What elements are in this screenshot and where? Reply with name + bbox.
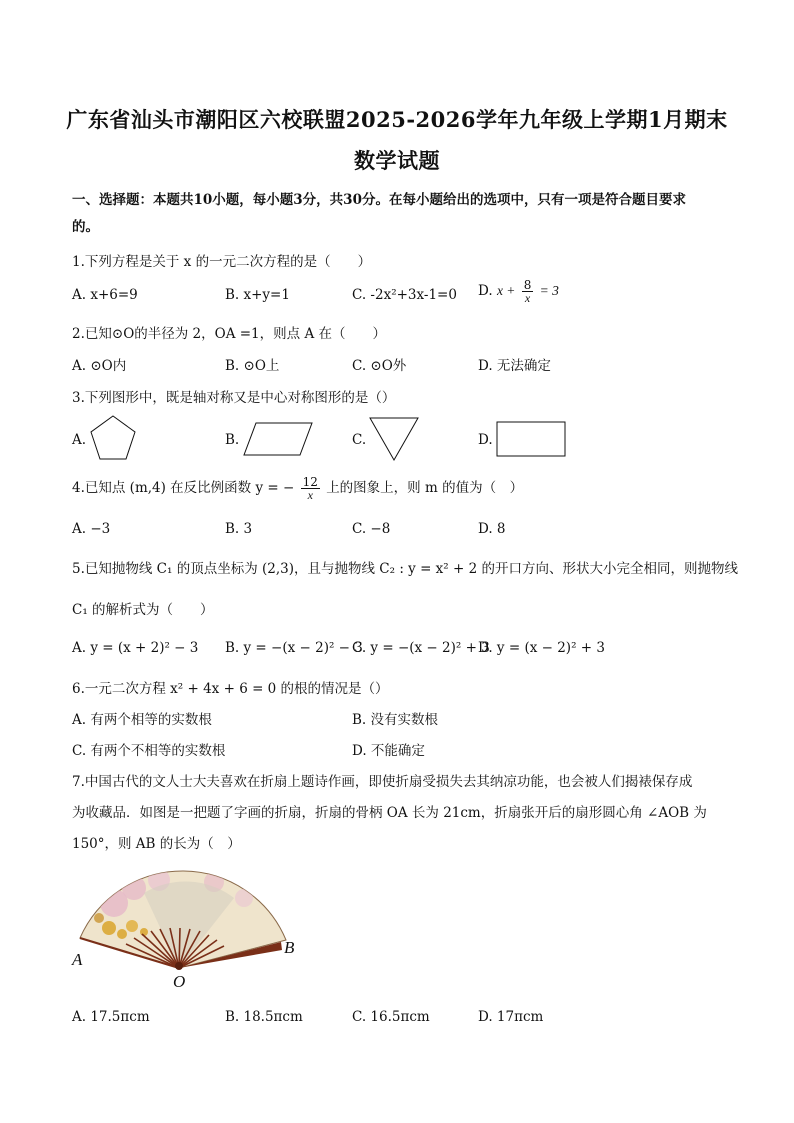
question-1-option-c: C. -2x²+3x-1=0 [352, 287, 457, 303]
question-1-option-b: B. x+y=1 [225, 287, 290, 303]
fraction-denominator: x [307, 488, 313, 502]
rectangle-figure [495, 420, 567, 458]
question-2-option-b: B. ⊙O上 [225, 358, 280, 374]
question-2-option-c: C. ⊙O外 [352, 358, 407, 374]
question-6-option-d: D. 不能确定 [352, 743, 425, 759]
question-5-option-b: B. y = −(x − 2)² − 3 [225, 640, 363, 656]
question-4-stem [72, 476, 523, 501]
question-2-option-d: D. 无法确定 [478, 358, 551, 374]
exam-title-line2: 数学试题 [354, 148, 440, 173]
question-6-option-a: A. 有两个相等的实数根 [72, 712, 212, 728]
question-1-option-a: A. x+6=9 [72, 287, 138, 303]
question-7-stem-line3: 150°，则 AB 的长为（ ） [72, 836, 241, 852]
question-5-option-d: D. y = (x − 2)² + 3 [478, 640, 605, 656]
fraction-denominator: x [524, 291, 531, 305]
question-4-stem-left: 4.已知点 (m,4) 在反比例函数 y = − [72, 480, 295, 496]
section-heading-line2: 的。 [72, 219, 99, 235]
question-6-option-c: C. 有两个不相等的实数根 [72, 743, 226, 759]
question-6-option-b: B. 没有实数根 [352, 712, 439, 728]
question-3-stem: 3.下列图形中，既是轴对称又是中心对称图形的是（） [72, 390, 396, 406]
question-5-stem-line1: 5.已知抛物线 C₁ 的顶点坐标为 (2,3)，且与抛物线 C₂ : y = x² + 2 的开口方向、形状大小完全相同，则抛物线 [72, 561, 738, 577]
question-1-option-d-left: x + [496, 283, 516, 298]
fan-label-b: B [284, 938, 295, 957]
question-3-option-c: C. [352, 432, 367, 448]
question-7-option-a: A. 17.5πcm [72, 1009, 150, 1025]
question-7-option-c: C. 16.5πcm [352, 1009, 430, 1025]
question-4-option-c: C. −8 [352, 521, 391, 537]
question-1-stem: 1.下列方程是关于 x 的一元二次方程的是（ ） [72, 254, 372, 270]
triangle-figure [368, 416, 420, 462]
question-5-option-c: C. y = −(x − 2)² + 3 [352, 640, 490, 656]
question-1-option-d [478, 279, 559, 304]
parallelogram-figure [242, 420, 314, 458]
question-3-option-a: A. [72, 432, 87, 448]
question-4-option-a: A. −3 [72, 521, 111, 537]
question-5-option-a: A. y = (x + 2)² − 3 [72, 640, 199, 656]
fraction-numerator: 12 [302, 475, 318, 489]
question-1-option-d-fraction [522, 279, 534, 304]
question-7-option-b: B. 18.5πcm [225, 1009, 303, 1025]
question-2-stem: 2.已知⊙O的半径为 2，OA =1，则点 A 在（ ） [72, 326, 386, 342]
question-4-fraction [301, 476, 320, 501]
fraction-numerator: 8 [523, 278, 532, 292]
question-3-option-d: D. [478, 432, 493, 448]
question-7-stem-line1: 7.中国古代的文人士大夫喜欢在折扇上题诗作画，即使折扇受损失去其纳凉功能，也会被人们揭裱保存成 [72, 774, 693, 790]
question-6-stem: 6.一元二次方程 x² + 4x + 6 = 0 的根的情况是（） [72, 681, 389, 697]
question-2-option-a: A. ⊙O内 [72, 358, 127, 374]
question-4-option-d: D. 8 [478, 521, 506, 537]
question-7-option-d: D. 17πcm [478, 1009, 544, 1025]
question-1-option-d-prefix: D. [478, 283, 493, 299]
fan-label-o: O [173, 972, 186, 991]
question-4-option-b: B. 3 [225, 521, 253, 537]
exam-title-line1: 广东省汕头市潮阳区六校联盟2025-2026学年九年级上学期1月期末 [66, 107, 728, 132]
question-5-stem-line2: C₁ 的解析式为（ ） [72, 602, 214, 618]
question-3-option-b: B. [225, 432, 240, 448]
question-4-stem-right: 上的图象上，则 m 的值为（ ） [326, 480, 524, 496]
folding-fan-illustration [74, 858, 304, 978]
question-7-stem-line2: 为收藏品．如图是一把题了字画的折扇，折扇的骨柄 OA 长为 21cm，折扇张开后的扇形圆心角 ∠AOB 为 [72, 805, 707, 821]
pentagon-figure [88, 414, 138, 462]
section-heading-line1: 一、选择题：本题共10小题，每小题3分，共30分。在每小题给出的选项中，只有一项是符合题目要求 [72, 192, 686, 208]
fan-label-a: A [72, 950, 83, 969]
question-1-option-d-right: = 3 [539, 283, 559, 298]
